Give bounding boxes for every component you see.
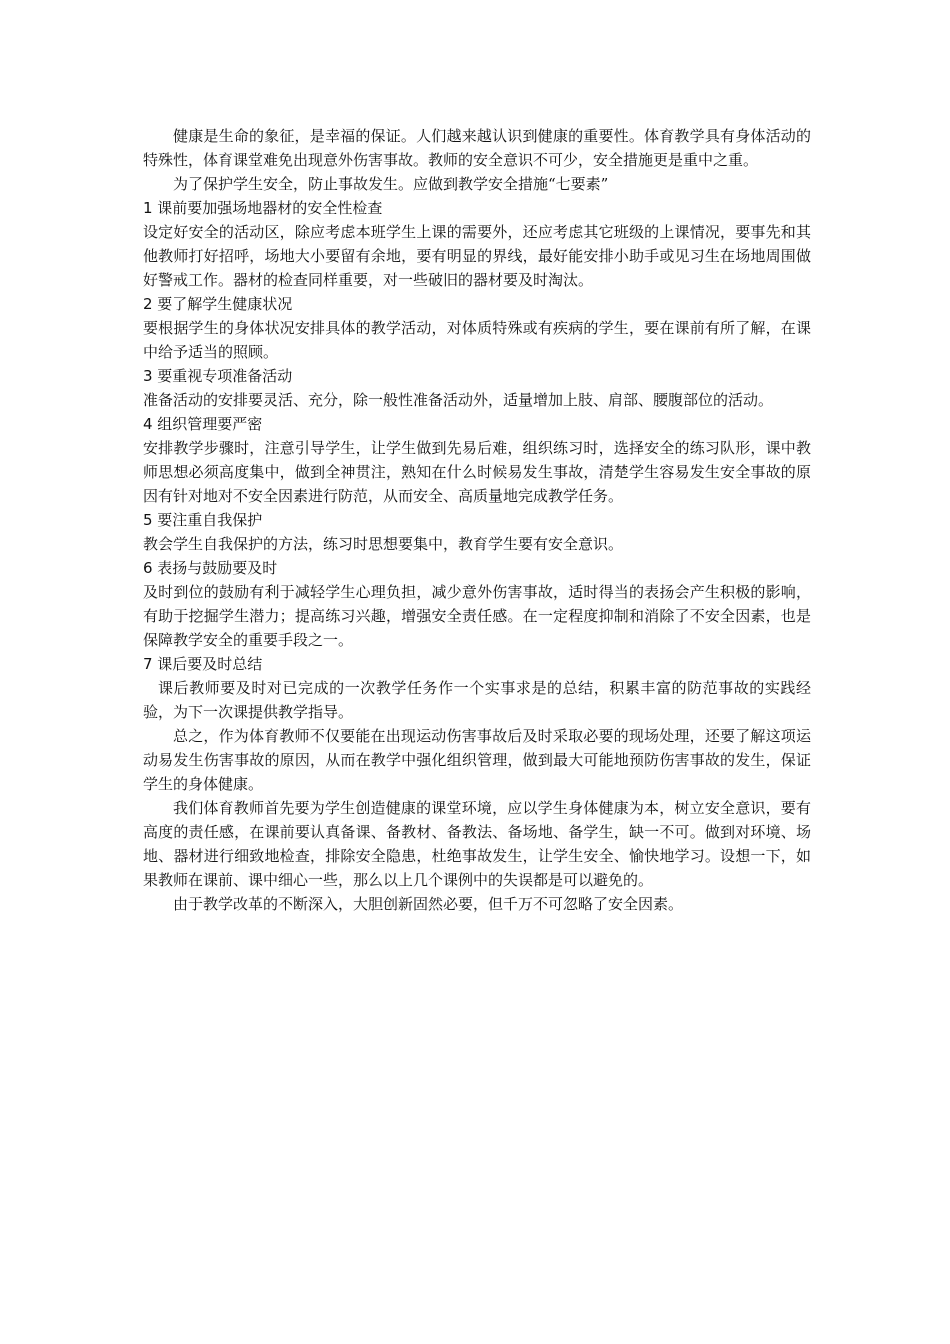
document-page [143,124,811,916]
section-2-body: 要根据学生的身体状况安排具体的教学活动，对体质特殊或有疾病的学生，要在课前有所了解，在课中给予适当的照顾。 [143,319,811,361]
conclusion-paragraph-3: 由于教学改革的不断深入，大胆创新固然必要，但千万不可忽略了安全因素。 [173,895,684,913]
section-4-body: 安排教学步骤时，注意引导学生，让学生做到先易后难，组织练习时，选择安全的练习队形，课中教师思想必须高度集中，做到全神贯注，熟知在什么时候易发生事故，清楚学生容易发生安全事故的原因有针对地对不安全因素进行防范，从而安全、高质量地完成教学任务。 [143,439,811,505]
section-7-heading: 7 课后要及时总结 [143,655,263,673]
conclusion-paragraph-2: 我们体育教师首先要为学生创造健康的课堂环境，应以学生身体健康为本，树立安全意识，要有高度的责任感，在课前要认真备课、备教材、备教法、备场地、备学生，缺一不可。做到对环境、场地、器材进行细致地检查，排除安全隐患，杜绝事故发生，让学生安全、愉快地学习。设想一下，如果教师在课前、课中细心一些，那么以上几个课例中的失误都是可以避免的。 [143,799,811,889]
section-4-heading: 4 组织管理要严密 [143,415,263,433]
section-2-heading: 2 要了解学生健康状况 [143,295,293,313]
section-6-heading: 6 表扬与鼓励要及时 [143,559,278,577]
section-3-heading: 3 要重视专项准备活动 [143,367,293,385]
conclusion-paragraph-1: 总之，作为体育教师不仅要能在出现运动伤害事故后及时采取必要的现场处理，还要了解这项运动易发生伤害事故的原因，从而在教学中强化组织管理，做到最大可能地预防伤害事故的发生，保证学生的身体健康。 [143,727,811,793]
section-5-heading: 5 要注重自我保护 [143,511,263,529]
section-3-body: 准备活动的安排要灵活、充分，除一般性准备活动外，适量增加上肢、肩部、腰腹部位的活动。 [143,391,774,409]
section-7-body: 课后教师要及时对已完成的一次教学任务作一个实事求是的总结，积累丰富的防范事故的实践经验，为下一次课提供教学指导。 [143,679,811,721]
intro-paragraph-2: 为了保护学生安全，防止事故发生。应做到教学安全措施“七要素” [173,175,609,193]
intro-paragraph-1: 健康是生命的象征，是幸福的保证。人们越来越认识到健康的重要性。体育教学具有身体活动的特殊性，体育课堂难免出现意外伤害事故。教师的安全意识不可少，安全措施更是重中之重。 [143,127,811,169]
section-5-body: 教会学生自我保护的方法，练习时思想要集中，教育学生要有安全意识。 [143,535,624,553]
section-1-heading: 1 课前要加强场地器材的安全性检查 [143,199,383,217]
section-6-body: 及时到位的鼓励有利于减轻学生心理负担，减少意外伤害事故，适时得当的表扬会产生积极的影响，有助于挖掘学生潜力；提高练习兴趣，增强安全责任感。在一定程度抑制和消除了不安全因素，也是保障教学安全的重要手段之一。 [143,583,811,649]
section-1-body: 设定好安全的活动区，除应考虑本班学生上课的需要外，还应考虑其它班级的上课情况，要事先和其他教师打好招呼，场地大小要留有余地，要有明显的界线，最好能安排小助手或见习生在场地周围做好警戒工作。器材的检查同样重要，对一些破旧的器材要及时淘汰。 [143,223,811,289]
